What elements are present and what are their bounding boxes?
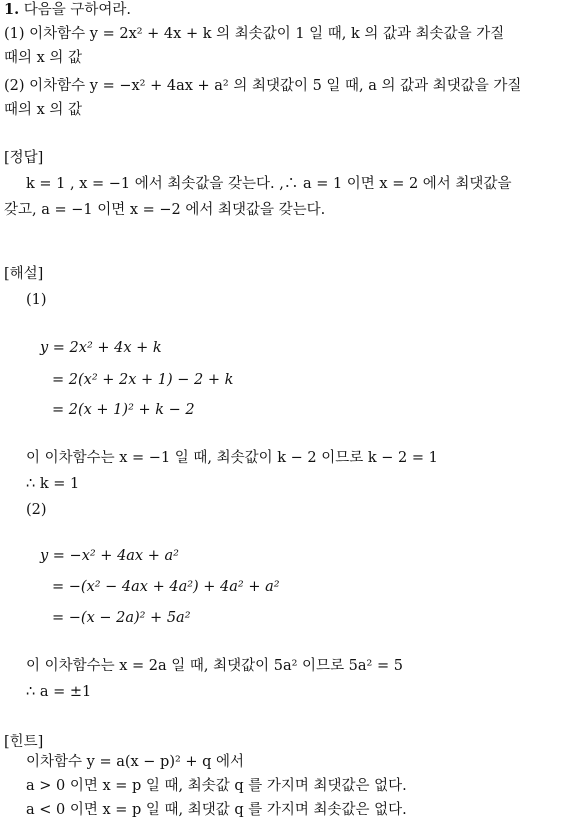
eq2-line3: = −(x − 2a)² + 5a² xyxy=(52,610,191,626)
explanation-part2-text: 이 이차함수는 x = 2a 일 때, 최댓값이 5a² 이므로 5a² = 5 xyxy=(26,658,403,674)
problem-number: 1. xyxy=(4,1,20,18)
explanation-part2-label: (2) xyxy=(26,502,47,518)
hint-line2: a > 0 이면 x = p 일 때, 최솟값 q 를 가지며 최댓값은 없다. xyxy=(26,778,407,794)
eq2-line2: = −(x² − 4ax + 4a²) + 4a² + a² xyxy=(52,579,280,595)
explanation-part1-text: 이 이차함수는 x = −1 일 때, 최솟값이 k − 2 이므로 k − 2 = 1 xyxy=(26,450,438,466)
answer-line1: k = 1 , x = −1 에서 최솟값을 갖는다. ,∴ a = 1 이면 x = 2 에서 최댓값을 xyxy=(26,176,512,192)
eq1-line2: = 2(x² + 2x + 1) − 2 + k xyxy=(52,372,234,388)
explanation-part1-result: ∴ k = 1 xyxy=(26,476,80,492)
problem-part1-line2: 때의 x 의 값 xyxy=(4,50,83,66)
hint-line3: a < 0 이면 x = p 일 때, 최댓값 q 를 가지며 최솟값은 없다. xyxy=(26,802,407,818)
hint-line1: 이차함수 y = a(x − p)² + q 에서 xyxy=(26,754,245,770)
answer-heading: [정답] xyxy=(4,150,44,166)
problem-part2-line1: (2) 이차함수 y = −x² + 4ax + a² 의 최댓값이 5 일 때, a 의 값과 최댓값을 가질 xyxy=(4,78,522,94)
hint-heading: [힌트] xyxy=(4,734,44,750)
problem-part1-line1: (1) 이차함수 y = 2x² + 4x + k 의 최솟값이 1 일 때, k 의 값과 최솟값을 가질 xyxy=(4,26,505,42)
problem-header xyxy=(4,0,131,20)
eq1-line1: y = 2x² + 4x + k xyxy=(40,340,162,356)
eq1-line3: = 2(x + 1)² + k − 2 xyxy=(52,402,195,418)
problem-title: 다음을 구하여라. xyxy=(23,2,132,18)
explanation-heading: [해설] xyxy=(4,266,44,282)
explanation-part1-label: (1) xyxy=(26,292,47,308)
answer-line2: 갖고, a = −1 이면 x = −2 에서 최댓값을 갖는다. xyxy=(4,202,326,218)
eq2-line1: y = −x² + 4ax + a² xyxy=(40,548,179,564)
problem-part2-line2: 때의 x 의 값 xyxy=(4,102,83,118)
explanation-part2-result: ∴ a = ±1 xyxy=(26,684,92,700)
